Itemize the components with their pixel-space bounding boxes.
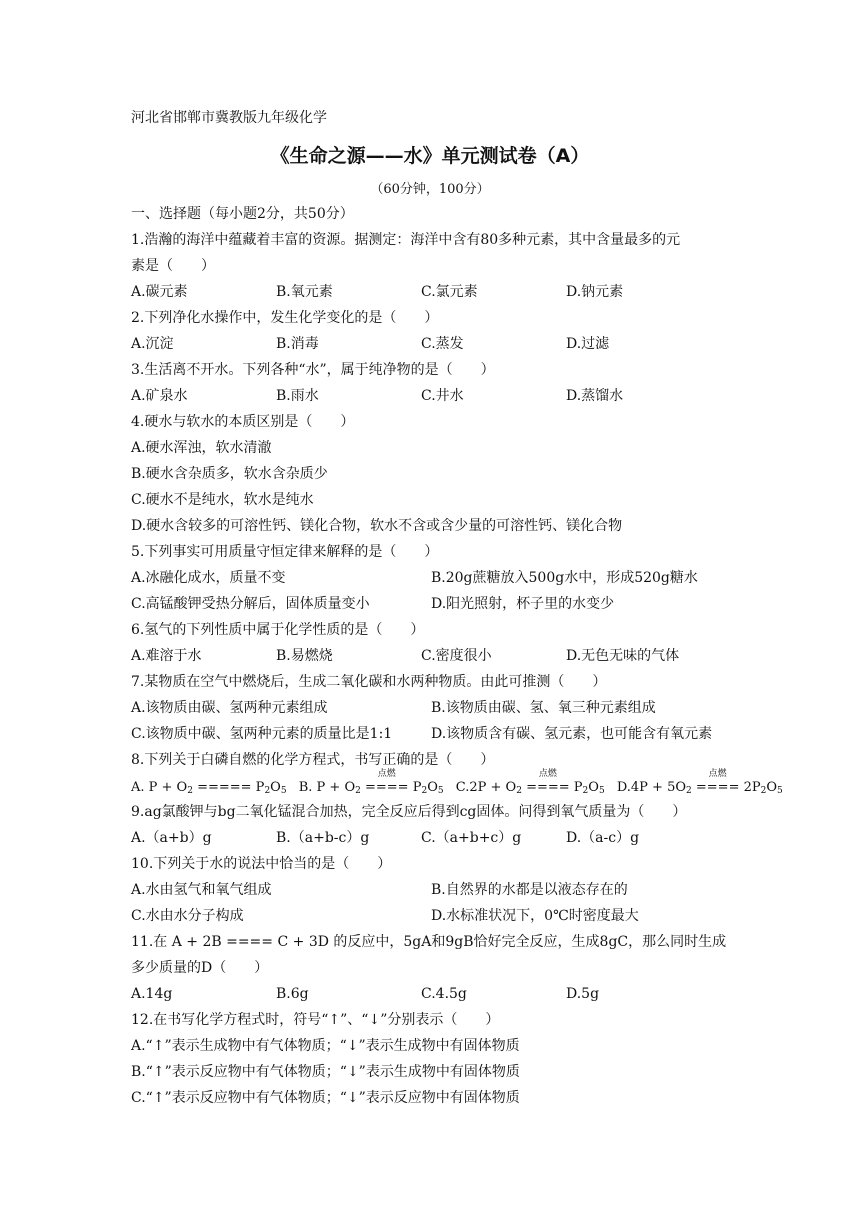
option-b: B.自然界的水都是以液态存在的 (431, 882, 628, 898)
question-3-stem: 3.生活离不开水。下列各种“水”，属于纯净物的是（ ） (131, 362, 495, 378)
option-b: B.氧元素 (276, 284, 333, 300)
question-2-options (131, 334, 741, 354)
option-c: C.该物质中碳、氢两种元素的质量比是1:1 (131, 726, 393, 742)
question-9-stem: 9.ag氯酸钾与bg二氧化锰混合加热，完全反应后得到cg固体。问得到氧气质量为（ ） (131, 804, 687, 820)
question-11-options (131, 984, 741, 1004)
question-4-stem: 4.硬水与软水的本质区别是（ ） (131, 414, 355, 430)
question-2-stem: 2.下列净化水操作中，发生化学变化的是（ ） (131, 310, 439, 326)
option-a: A.难溶于水 (131, 648, 202, 664)
question-12-option-a: A.“↑”表示生成物中有气体物质；“↓”表示生成物中有固体物质 (131, 1038, 520, 1054)
section-heading: 一、选择题（每小题2分，共50分） (131, 206, 354, 222)
document-header: 河北省邯郸市冀教版九年级化学 (131, 110, 327, 126)
option-b: B.易燃烧 (276, 648, 333, 664)
option-d: D.该物质含有碳、氢元素，也可能含有氧元素 (431, 726, 713, 742)
ignite-condition: 点燃 ==== (695, 769, 740, 795)
question-4-option-b: B.硬水含杂质多，软水含杂质少 (131, 466, 328, 482)
question-7-options-row2 (131, 724, 741, 744)
option-c: C.水由水分子构成 (131, 908, 244, 924)
question-12-option-c: C.“↑”表示反应物中有气体物质；“↓”表示反应物中有固体物质 (131, 1090, 520, 1106)
question-4-option-a: A.硬水浑浊，软水清澈 (131, 440, 272, 456)
option-b: B.该物质由碳、氢、氧三种元素组成 (431, 700, 656, 716)
option-b: B.6g (276, 986, 309, 1002)
option-a: A.碳元素 (131, 284, 188, 300)
ignite-condition: 点燃 ==== (526, 769, 570, 795)
option-c: C.高锰酸钾受热分解后，固体质量变小 (131, 596, 370, 612)
option-a: A.水由氢气和氧气组成 (131, 882, 272, 898)
question-11-stem-line1: 11.在 A + 2B ==== C + 3D 的反应中，5gA和9gB恰好完全反应，生成8gC，那么同时生成 (131, 934, 727, 950)
question-11-stem-line2: 多少质量的D（ ） (131, 960, 269, 976)
page-title: 《生命之源——水》单元测试卷（A） (270, 145, 590, 167)
option-a: A. $P + O_2$ ===== $P_2O_5$ (131, 780, 287, 796)
question-10-options-row2 (131, 906, 741, 926)
question-1-options (131, 282, 741, 302)
question-7-options-row1 (131, 698, 741, 718)
option-a: A.矿泉水 (131, 388, 188, 404)
option-d: D.无色无味的气体 (566, 648, 680, 664)
option-a: A.沉淀 (131, 336, 174, 352)
option-c: C.氯元素 (421, 284, 478, 300)
option-c: C.（a+b+c）g (421, 830, 522, 846)
question-6-stem: 6.氢气的下列性质中属于化学性质的是（ ） (131, 622, 425, 638)
question-10-options-row1 (131, 880, 741, 900)
question-6-options (131, 646, 741, 666)
option-c: C.4.5g (421, 986, 467, 1002)
question-4-option-c: C.硬水不是纯水，软水是纯水 (131, 492, 314, 508)
question-5-options-row2 (131, 594, 741, 614)
question-3-options (131, 386, 741, 406)
question-12-option-b: B.“↑”表示反应物中有气体物质；“↓”表示生成物中有固体物质 (131, 1064, 520, 1080)
option-b: B.雨水 (276, 388, 319, 404)
option-d: D.钠元素 (566, 284, 624, 300)
page-subtitle: （60分钟，100分） (370, 182, 490, 197)
question-9-options (131, 828, 741, 848)
option-d: D.水标准状况下，0℃时密度最大 (431, 908, 639, 924)
ignite-condition: 点燃 ==== (364, 769, 409, 795)
option-c: C.密度很小 (421, 648, 492, 664)
option-b: B.20g蔗糖放入500g水中，形成520g糖水 (431, 570, 698, 586)
question-8-options (131, 769, 783, 798)
option-c: C.井水 (421, 388, 464, 404)
option-b: B.消毒 (276, 336, 319, 352)
question-12-stem: 12.在书写化学方程式时，符号“↑”、“↓”分别表示（ ） (131, 1012, 500, 1028)
option-d: D.阳光照射，杯子里的水变少 (431, 596, 615, 612)
question-1-stem-line2: 素是（ ） (131, 258, 215, 274)
option-a: A.14g (131, 986, 173, 1002)
option-d: D.过滤 (566, 336, 610, 352)
question-5-stem: 5.下列事实可用质量守恒定律来解释的是（ ） (131, 544, 439, 560)
question-7-stem: 7.某物质在空气中燃烧后，生成二氧化碳和水两种物质。由此可推测（ ） (131, 674, 607, 690)
option-d: D.蒸馏水 (566, 388, 624, 404)
option-b: B.（a+b-c）g (276, 830, 370, 846)
question-10-stem: 10.下列关于水的说法中恰当的是（ ） (131, 856, 392, 872)
option-a: A.冰融化成水，质量不变 (131, 570, 286, 586)
option-d: D.（a-c）g (566, 830, 640, 846)
question-4-option-d: D.硬水含较多的可溶性钙、镁化合物，软水不含或含少量的可溶性钙、镁化合物 (131, 518, 623, 534)
option-d: $D.4P + 5O_2$ 点燃 ==== $2P_2O_5$ (616, 769, 783, 796)
option-d: D.5g (566, 986, 600, 1002)
option-a: A.该物质由碳、氢两种元素组成 (131, 700, 328, 716)
question-5-options-row1 (131, 568, 741, 588)
option-c: $C.2P + O_2$ 点燃 ==== $P_2O_5$ (455, 769, 605, 796)
question-1-stem-line1: 1.浩瀚的海洋中蕴藏着丰富的资源。据测定：海洋中含有80多种元素，其中含量最多的元 (131, 232, 681, 248)
option-a: A.（a+b）g (131, 830, 212, 846)
question-8-stem: 8.下列关于白磷自燃的化学方程式，书写正确的是（ ） (131, 752, 495, 768)
option-c: C.蒸发 (421, 336, 464, 352)
option-b: B. $P + O_2$ 点燃 ==== $P_2O_5$ (298, 769, 444, 796)
